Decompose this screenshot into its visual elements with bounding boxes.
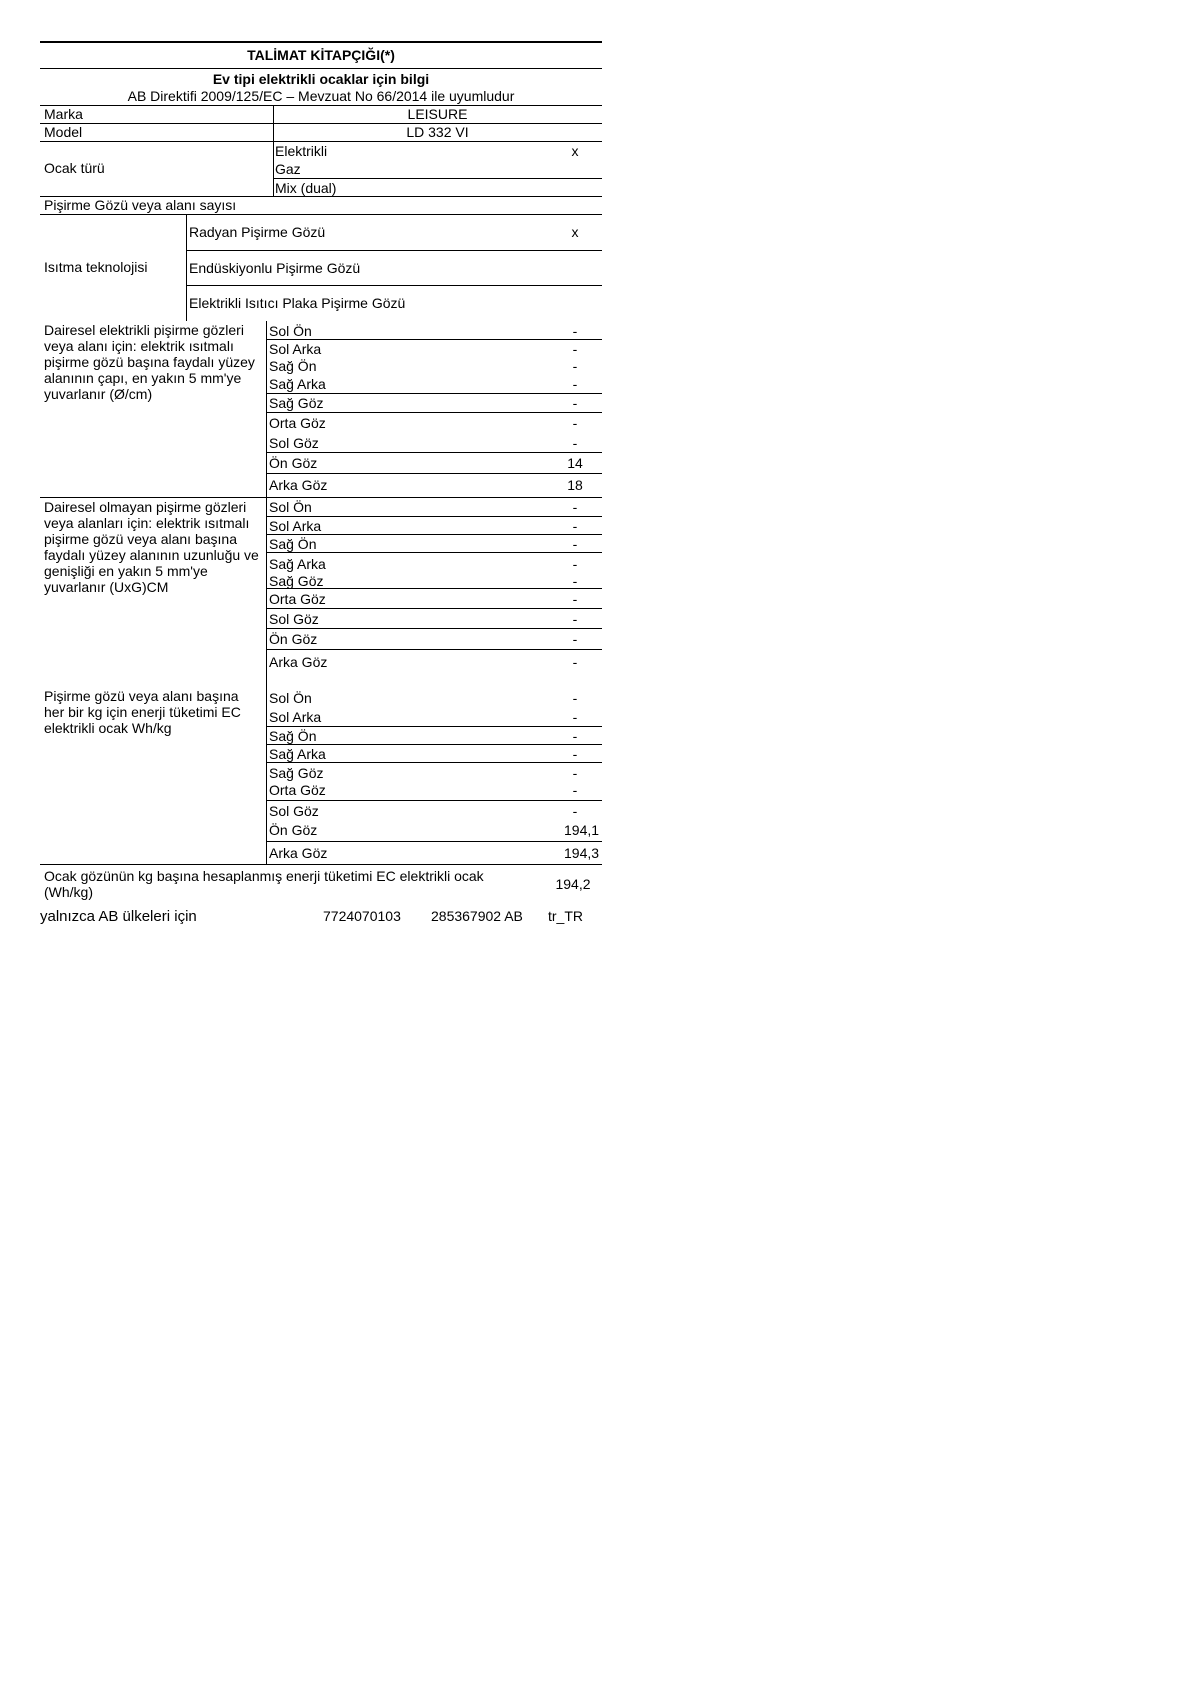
zone-value: - bbox=[572, 518, 578, 534]
zone-value: - bbox=[572, 591, 578, 607]
zone-value: - bbox=[572, 782, 578, 798]
total-energy-value: 194,2 bbox=[555, 876, 591, 892]
zone-value: - bbox=[572, 765, 578, 781]
option-name: Radyan Pişirme Gözü bbox=[189, 224, 326, 240]
zone-value: - bbox=[572, 803, 578, 819]
zone-row bbox=[267, 321, 602, 339]
zone-value: - bbox=[572, 556, 578, 572]
zone-row bbox=[267, 726, 602, 745]
zone-name: Sol Arka bbox=[269, 518, 322, 534]
total-energy-row bbox=[40, 864, 602, 904]
zone-name: Arka Göz bbox=[269, 845, 328, 861]
zone-value: - bbox=[572, 323, 578, 339]
total-energy-label: Ocak gözünün kg başına hesaplanmış enerji tüketimi EC elektrikli ocak (Wh/kg) bbox=[44, 868, 484, 900]
zone-value: - bbox=[572, 709, 578, 725]
heating-tech-row bbox=[40, 214, 602, 321]
zone-row bbox=[267, 375, 602, 393]
zone-row bbox=[267, 820, 602, 841]
zone-value: 194,3 bbox=[564, 845, 600, 861]
zone-value: - bbox=[572, 499, 578, 515]
zone-value: - bbox=[572, 611, 578, 627]
zone-row bbox=[267, 708, 602, 726]
zone-row bbox=[267, 649, 602, 674]
energy-zone-list bbox=[267, 674, 602, 864]
energy-zones-block bbox=[40, 674, 602, 864]
zone-name: Orta Göz bbox=[269, 415, 326, 431]
zone-row bbox=[267, 534, 602, 553]
sheet-title-text: TALİMAT KİTAPÇIĞI(*) bbox=[247, 47, 395, 63]
zone-count-label: Pişirme Gözü veya alanı sayısı bbox=[44, 197, 237, 213]
zone-value: - bbox=[572, 654, 578, 670]
option-mark: x bbox=[571, 224, 579, 240]
option-mark: x bbox=[571, 143, 579, 159]
energy-info-sheet bbox=[40, 41, 602, 930]
noncircular-zone-list bbox=[267, 498, 602, 674]
zone-value: - bbox=[572, 376, 578, 392]
zone-row bbox=[267, 780, 602, 800]
model-row bbox=[40, 123, 602, 141]
model-value: LD 332 VI bbox=[406, 124, 469, 140]
footer-row bbox=[40, 904, 602, 930]
zone-value: - bbox=[572, 536, 578, 552]
zone-name: Sağ Arka bbox=[269, 746, 326, 762]
zone-row bbox=[267, 628, 602, 650]
zone-name: Sağ Göz bbox=[269, 573, 324, 589]
zone-name: Sağ Ön bbox=[269, 728, 317, 744]
option-name: Mix (dual) bbox=[275, 180, 337, 196]
sheet-subtitle-block bbox=[40, 68, 602, 105]
footer-note: yalnızca AB ülkeleri için bbox=[40, 908, 197, 925]
zone-row bbox=[267, 800, 602, 821]
zone-row bbox=[267, 393, 602, 413]
zone-value: - bbox=[572, 395, 578, 411]
zone-value: - bbox=[572, 415, 578, 431]
zone-name: Sol Göz bbox=[269, 611, 319, 627]
brand-label: Marka bbox=[44, 106, 83, 122]
footer-locale: tr_TR bbox=[548, 908, 583, 924]
sheet-title bbox=[40, 41, 602, 68]
zone-name: Sağ Göz bbox=[269, 395, 324, 411]
zone-name: Sağ Göz bbox=[269, 765, 324, 781]
zone-name: Sol Arka bbox=[269, 341, 322, 357]
zone-row bbox=[267, 516, 602, 535]
option-name: Elektrikli bbox=[275, 143, 328, 159]
zone-value: 194,1 bbox=[564, 822, 600, 838]
footer-code-1: 7724070103 bbox=[323, 908, 401, 924]
zone-name: Sol Ön bbox=[269, 499, 312, 515]
zone-name: Sol Ön bbox=[269, 323, 312, 339]
zone-count-row bbox=[40, 196, 602, 214]
hob-type-label: Ocak türü bbox=[44, 160, 105, 176]
noncircular-zones-block bbox=[40, 497, 602, 674]
model-label: Model bbox=[44, 124, 83, 140]
heating-tech-option bbox=[187, 285, 602, 321]
zone-value: 18 bbox=[567, 477, 583, 493]
zone-value: - bbox=[572, 358, 578, 374]
zone-row bbox=[267, 588, 602, 609]
zone-row bbox=[267, 570, 602, 588]
zone-value: - bbox=[572, 435, 578, 451]
hob-type-row bbox=[40, 141, 602, 196]
hob-type-options bbox=[274, 142, 602, 196]
zone-name: Sol Ön bbox=[269, 690, 312, 706]
option-name: Elektrikli Isıtıcı Plaka Pişirme Gözü bbox=[189, 295, 406, 311]
zone-row bbox=[267, 412, 602, 433]
zone-value: - bbox=[572, 728, 578, 744]
zone-name: Arka Göz bbox=[269, 477, 328, 493]
zone-row bbox=[267, 552, 602, 571]
zone-row bbox=[267, 762, 602, 781]
zone-name: Sol Göz bbox=[269, 803, 319, 819]
zone-row bbox=[267, 452, 602, 474]
heating-tech-option bbox=[187, 215, 602, 250]
circular-zone-list bbox=[267, 321, 602, 497]
option-name: Gaz bbox=[275, 161, 301, 177]
zone-row bbox=[267, 498, 602, 516]
zone-row bbox=[267, 339, 602, 358]
zone-value: - bbox=[572, 341, 578, 357]
zone-name: Ön Göz bbox=[269, 631, 318, 647]
zone-row bbox=[267, 357, 602, 375]
zone-row bbox=[267, 744, 602, 763]
hob-type-option bbox=[274, 178, 602, 196]
zone-name: Orta Göz bbox=[269, 591, 326, 607]
zone-name: Sol Göz bbox=[269, 435, 319, 451]
zone-name: Sağ Arka bbox=[269, 376, 326, 392]
zone-value: - bbox=[572, 690, 578, 706]
zone-name: Arka Göz bbox=[269, 654, 328, 670]
hob-type-option bbox=[274, 160, 602, 178]
directive-text: AB Direktifi 2009/125/EC – Mevzuat No 66/2014 ile uyumludur bbox=[127, 88, 515, 104]
heating-tech-options bbox=[187, 215, 602, 321]
zone-name: Sağ Ön bbox=[269, 536, 317, 552]
heating-tech-label: Isıtma teknolojisi bbox=[44, 259, 148, 275]
zone-value: - bbox=[572, 573, 578, 589]
footer-code-2: 285367902 AB bbox=[431, 908, 523, 924]
zone-row bbox=[267, 432, 602, 452]
zone-value: 14 bbox=[567, 455, 583, 471]
zone-value: - bbox=[572, 631, 578, 647]
circular-zones-block bbox=[40, 321, 602, 497]
zone-name: Sağ Ön bbox=[269, 358, 317, 374]
brand-row bbox=[40, 105, 602, 123]
hob-type-option bbox=[274, 142, 602, 160]
sheet-subtitle: Ev tipi elektrikli ocaklar için bilgi bbox=[212, 71, 430, 87]
heating-tech-option bbox=[187, 250, 602, 286]
energy-zones-label: Pişirme gözü veya alanı başına her bir kg için enerji tüketimi EC elektrikli ocak Wh/kg bbox=[44, 688, 241, 736]
zone-row bbox=[267, 841, 602, 864]
zone-name: Ön Göz bbox=[269, 822, 318, 838]
zone-name: Sağ Arka bbox=[269, 556, 326, 572]
zone-row bbox=[267, 608, 602, 629]
zone-value: - bbox=[572, 746, 578, 762]
zone-name: Ön Göz bbox=[269, 455, 318, 471]
zone-row bbox=[267, 473, 602, 497]
noncircular-zones-label: Dairesel olmayan pişirme gözleri veya alanları için: elektrik ısıtmalı pişirme gözü veya alanı başına faydalı yüzey alanının uzunluğu ve genişliği en yakın 5 mm'ye yuvarlanır (UxG)CM bbox=[44, 499, 259, 595]
zone-name: Orta Göz bbox=[269, 782, 326, 798]
brand-value: LEISURE bbox=[407, 106, 468, 122]
circular-zones-label: Dairesel elektrikli pişirme gözleri veya alanı için: elektrik ısıtmalı pişirme gözü başına faydalı yüzey alanının çapı, en yakın 5 mm'ye yuvarlanır (Ø/cm) bbox=[44, 322, 255, 402]
option-name: Endüskiyonlu Pişirme Gözü bbox=[189, 260, 361, 276]
zone-name: Sol Arka bbox=[269, 709, 322, 725]
zone-row bbox=[267, 674, 602, 708]
